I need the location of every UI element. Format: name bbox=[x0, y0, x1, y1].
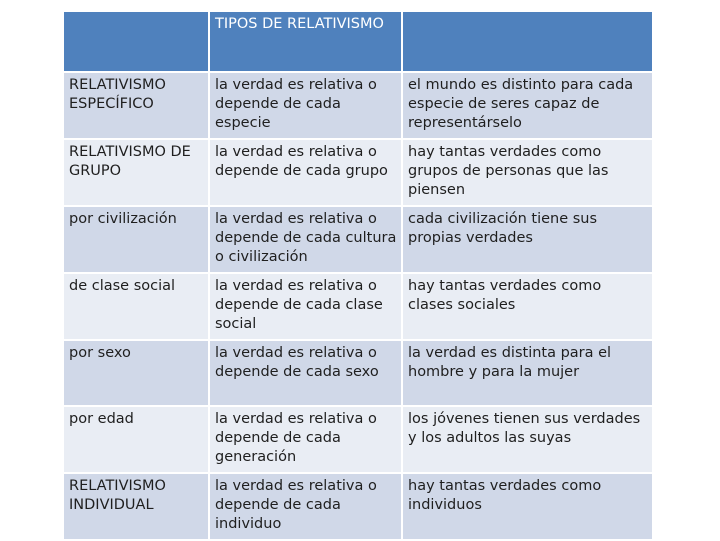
explanation-cell: los jóvenes tienen sus verdades y los adultos las suyas bbox=[402, 406, 653, 473]
relativism-table bbox=[62, 10, 654, 541]
explanation-cell: el mundo es distinto para cada especie de seres capaz de representárselo bbox=[402, 72, 653, 139]
table-row bbox=[63, 206, 653, 273]
definition-cell: la verdad es relativa o depende de cada clase social bbox=[209, 273, 402, 340]
type-cell: por civilización bbox=[63, 206, 209, 273]
definition-cell: la verdad es relativa o depende de cada individuo bbox=[209, 473, 402, 540]
header-cell-3 bbox=[402, 11, 653, 72]
table-row bbox=[63, 139, 653, 206]
explanation-cell: cada civilización tiene sus propias verdades bbox=[402, 206, 653, 273]
table-row bbox=[63, 473, 653, 540]
definition-cell: la verdad es relativa o depende de cada generación bbox=[209, 406, 402, 473]
explanation-cell: hay tantas verdades como grupos de personas que las piensen bbox=[402, 139, 653, 206]
type-cell: por edad bbox=[63, 406, 209, 473]
explanation-cell: hay tantas verdades como individuos bbox=[402, 473, 653, 540]
definition-cell: la verdad es relativa o depende de cada cultura o civilización bbox=[209, 206, 402, 273]
explanation-cell: hay tantas verdades como clases sociales bbox=[402, 273, 653, 340]
relativism-table-container bbox=[62, 10, 652, 541]
table-header-row bbox=[63, 11, 653, 72]
type-cell: por sexo bbox=[63, 340, 209, 406]
type-cell: RELATIVISMO ESPECÍFICO bbox=[63, 72, 209, 139]
table-row bbox=[63, 273, 653, 340]
definition-cell: la verdad es relativa o depende de cada sexo bbox=[209, 340, 402, 406]
explanation-cell: la verdad es distinta para el hombre y para la mujer bbox=[402, 340, 653, 406]
type-cell: RELATIVISMO DE GRUPO bbox=[63, 139, 209, 206]
table-row bbox=[63, 340, 653, 406]
header-cell-1 bbox=[63, 11, 209, 72]
definition-cell: la verdad es relativa o depende de cada especie bbox=[209, 72, 402, 139]
header-cell-title: TIPOS DE RELATIVISMO bbox=[209, 11, 402, 72]
type-cell: RELATIVISMO INDIVIDUAL bbox=[63, 473, 209, 540]
type-cell: de clase social bbox=[63, 273, 209, 340]
table-row bbox=[63, 406, 653, 473]
definition-cell: la verdad es relativa o depende de cada grupo bbox=[209, 139, 402, 206]
table-row bbox=[63, 72, 653, 139]
